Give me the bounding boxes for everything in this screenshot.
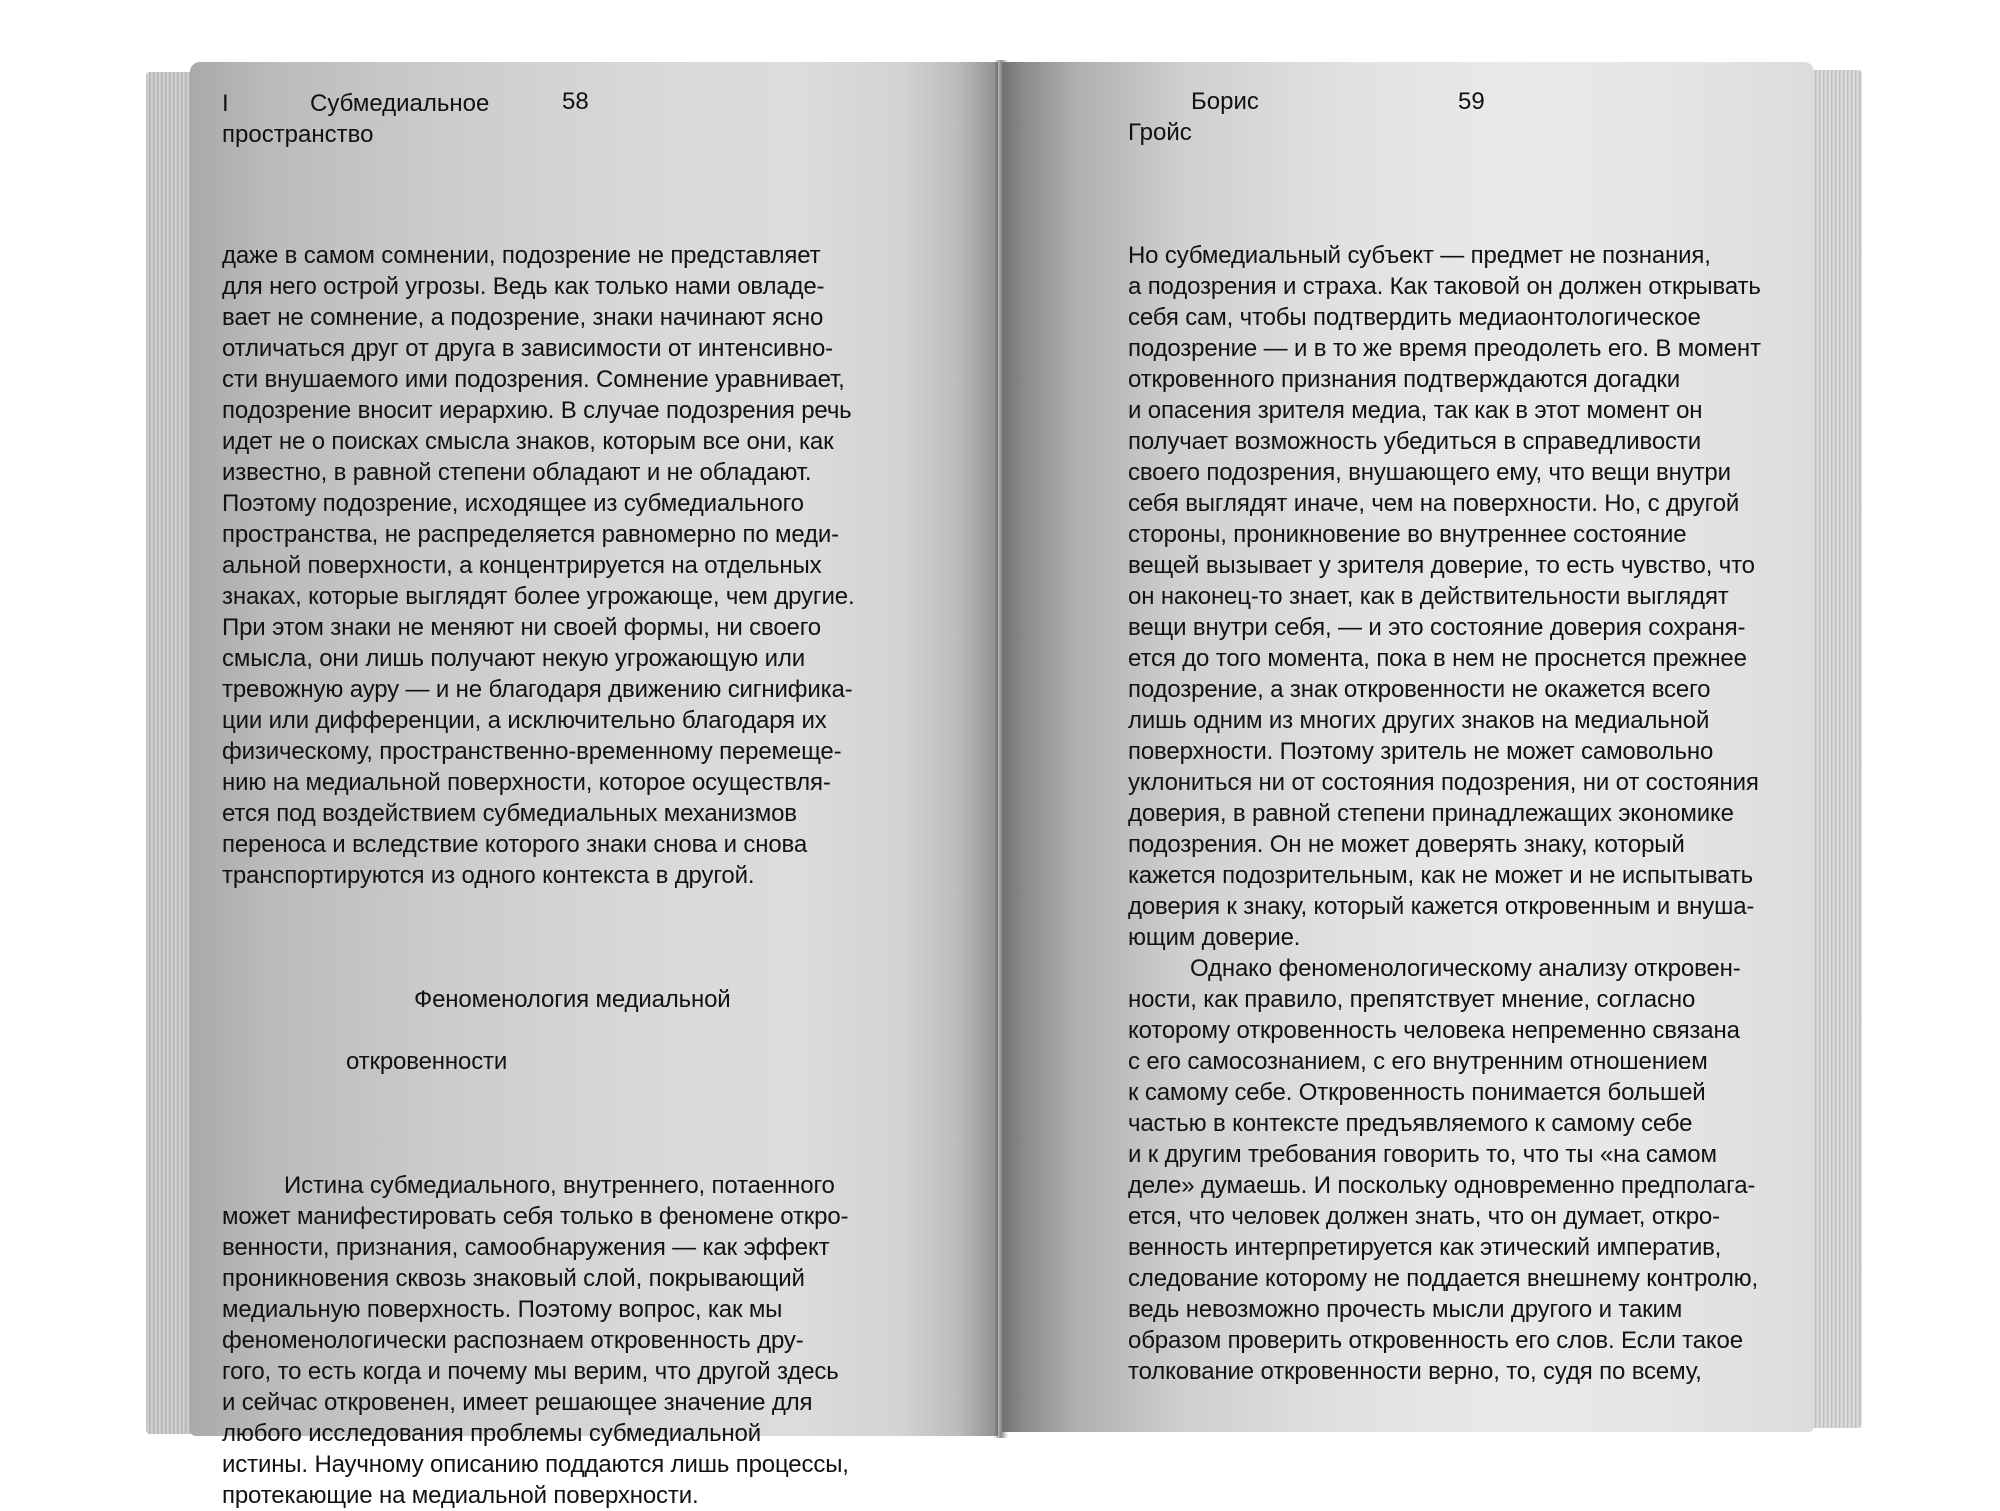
right-page-edges <box>1812 70 1862 1428</box>
left-body <box>222 240 962 1511</box>
subheading <box>222 953 962 1108</box>
subheading-line-1: Феноменология медиальной <box>414 986 731 1013</box>
author-name: Борис Гройс <box>1128 88 1259 146</box>
page-number-right: 59 <box>1458 88 1485 115</box>
section-title: Субмедиальное пространство <box>222 90 490 148</box>
right-page <box>1002 62 1814 1432</box>
right-paragraph-2: Однако феноменологическому анализу откровен- ности, как правило, препятствует мнение, согласно которому откровенность человека непременно связана с его самосознанием, с его внутренним отношением к самому себе. Откровенность понимается большей частью в контексте предъявляемого к самому себе и к другим требования говорить то, что ты «на самом деле» думаешь. И поскольку одновременно предполага- ется, что человек должен знать, что он думает, откро- венность интерпретируется как этический императив, следование которому не поддается внешнему контролю, ведь невозможно прочесть мысли другого и таким образом проверить откровенность его слов. Если такое толкование откровенности верно, то, судя по всему, <box>1128 955 1759 1385</box>
left-page <box>190 62 998 1509</box>
subheading-line-2: откровенности <box>346 1048 508 1075</box>
left-page-edges <box>146 72 194 1434</box>
right-body <box>1128 240 1788 1387</box>
left-paragraph-1: даже в самом сомнении, подозрение не представляет для него острой угрозы. Ведь как только нами овладе- вает не сомнение, а подозрение, знаки начинают ясно отличаться друг от друга в зависимости от интенсивно- сти внушаемого ими подозрения. Сомнение уравнивает, подозрение вносит иерархию. В случае подозрения речь идет не о поисках смысла знаков, которым все они, как известно, в равной степени обладают и не обладают. Поэтому подозрение, исходящее из субмедиального пространства, не распределяется равномерно по меди- альной поверхности, а концентрируется на отдельных знаках, которые выглядят более угрожающе, чем другие. При этом знаки не меняют ни своей формы, ни своего смысла, они лишь получают некую угрожающую или тревожную ауру — и не благодаря движению сигнифика- ции или дифференции, а исключительно благодаря их физическому, пространственно-временному перемеще- нию на медиальной поверхности, которое осуществля- ется под воздействием субмедиальных механизмов переноса и вследствие которого знаки снова и снова транспортируются из одного контекста в другой. <box>222 242 855 889</box>
right-paragraph-1: Но субмедиальный субъект — предмет не познания, а подозрения и страха. Как таковой он должен открывать себя сам, чтобы подтвердить медиаонтологическое подозрение — и в то же время преодолеть его. В момент откровенного признания подтверждаются догадки и опасения зрителя медиа, так как в этот момент он получает возможность убедиться в справедливости своего подозрения, внушающего ему, что вещи внутри себя выглядят иначе, чем на поверхности. Но, с другой стороны, проникновение во внутреннее состояние вещей вызывает у зрителя доверие, то есть чувство, что он наконец-то знает, как в действительности выглядят вещи внутри себя, — и это состояние доверия сохраня- ется до того момента, пока в нем не проснется прежнее подозрение, а знак откровенности не окажется всего лишь одним из многих других знаков на медиальной поверхности. Поэтому зритель не может самовольно уклониться ни от состояния подозрения, ни от состояния доверия, в равной степени принадлежащих экономике подозрения. Он не может доверять знаку, который кажется подозрительным, как не может и не испытывать доверия к знаку, который кажется откровенным и внуша- ющим доверие. <box>1128 242 1761 951</box>
page-number-left: 58 <box>562 88 589 115</box>
left-paragraph-2: Истина субмедиального, внутреннего, потаенного может манифестировать себя только в феномене откро- венности, признания, самообнаружения — как эффект проникновения сквозь знаковый слой, покрывающий медиальную поверхность. Поэтому вопрос, как мы феноменологически распознаем откровенность дру- гого, то есть когда и почему мы верим, что другой здесь и сейчас откровенен, имеет решающее значение для любого исследования проблемы субмедиальной истины. Научному описанию поддаются лишь процессы, протекающие на медиальной поверхности. <box>222 1172 849 1509</box>
section-number: I <box>222 90 229 117</box>
